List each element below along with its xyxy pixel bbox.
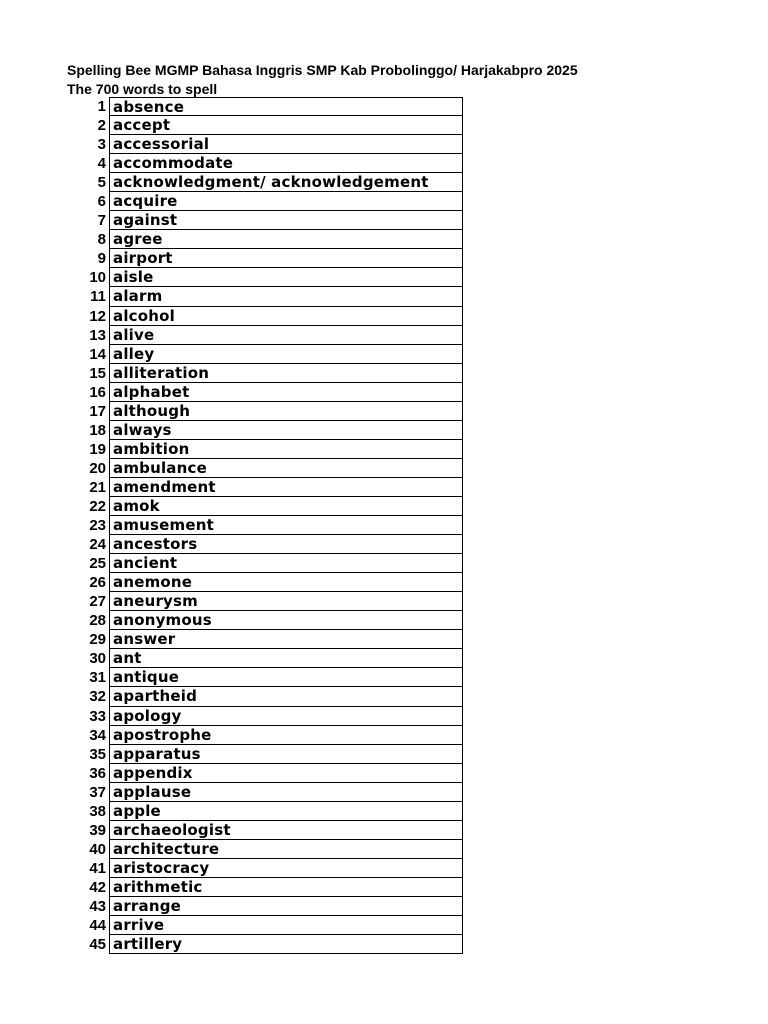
word-cell: ambulance [109, 459, 463, 478]
document-subtitle: The 700 words to spell [67, 81, 218, 97]
word-number: 25 [89, 555, 106, 573]
word-cell: ant [109, 649, 463, 668]
word-row [60, 268, 463, 287]
word-cell: against [109, 211, 463, 230]
word-cell: apparatus [109, 745, 463, 764]
word-cell: always [109, 421, 463, 440]
word-number: 20 [89, 459, 106, 477]
word-cell: applause [109, 783, 463, 802]
word-number: 43 [89, 897, 106, 915]
word-cell: ambition [109, 440, 463, 459]
word-row [60, 630, 463, 649]
word-cell: although [109, 402, 463, 421]
word-cell: accommodate [109, 154, 463, 173]
word-row [60, 745, 463, 764]
word-number: 21 [89, 478, 106, 496]
word-cell: arrange [109, 897, 463, 916]
word-number: 36 [89, 764, 106, 782]
word-number: 26 [89, 574, 106, 592]
word-row [60, 345, 463, 364]
word-row [60, 897, 463, 916]
word-row [60, 97, 463, 116]
word-row [60, 421, 463, 440]
word-row [60, 878, 463, 897]
word-number: 9 [97, 250, 106, 268]
word-row [60, 173, 463, 192]
word-row [60, 402, 463, 421]
word-row [60, 726, 463, 745]
word-row [60, 821, 463, 840]
word-number: 14 [89, 345, 106, 363]
word-cell: apology [109, 707, 463, 726]
word-row [60, 783, 463, 802]
word-cell: answer [109, 630, 463, 649]
word-cell: airport [109, 249, 463, 268]
word-cell: anemone [109, 573, 463, 592]
word-row [60, 307, 463, 326]
word-cell: apartheid [109, 687, 463, 706]
word-number: 2 [97, 117, 106, 135]
word-number: 3 [97, 136, 106, 154]
word-cell: apostrophe [109, 726, 463, 745]
word-number: 38 [89, 802, 106, 820]
word-row [60, 935, 463, 954]
word-row [60, 859, 463, 878]
word-row [60, 592, 463, 611]
word-row [60, 916, 463, 935]
word-row [60, 154, 463, 173]
word-cell: arithmetic [109, 878, 463, 897]
word-number: 1 [97, 98, 106, 115]
word-row [60, 192, 463, 211]
word-number: 8 [97, 231, 106, 249]
word-row [60, 554, 463, 573]
word-cell: aneurysm [109, 592, 463, 611]
word-cell: archaeologist [109, 821, 463, 840]
word-cell: amusement [109, 516, 463, 535]
word-number: 10 [89, 269, 106, 287]
word-row [60, 687, 463, 706]
word-number: 19 [89, 440, 106, 458]
word-row [60, 116, 463, 135]
word-number: 31 [89, 669, 106, 687]
word-number: 6 [97, 193, 106, 211]
word-cell: alliteration [109, 364, 463, 383]
word-cell: anonymous [109, 611, 463, 630]
word-cell: accept [109, 116, 463, 135]
word-number: 13 [89, 326, 106, 344]
word-cell: apple [109, 802, 463, 821]
word-number: 27 [89, 593, 106, 611]
word-row [60, 764, 463, 783]
word-number: 4 [97, 155, 106, 173]
word-number: 35 [89, 745, 106, 763]
word-row [60, 249, 463, 268]
word-row [60, 326, 463, 345]
word-number: 15 [89, 364, 106, 382]
word-number: 39 [89, 821, 106, 839]
word-row [60, 230, 463, 249]
word-row [60, 211, 463, 230]
word-cell: architecture [109, 840, 463, 859]
word-row [60, 573, 463, 592]
word-number: 22 [89, 497, 106, 515]
word-cell: accessorial [109, 135, 463, 154]
word-row [60, 668, 463, 687]
word-number: 34 [89, 726, 106, 744]
word-row [60, 802, 463, 821]
word-cell: alcohol [109, 307, 463, 326]
word-number: 23 [89, 517, 106, 535]
word-cell: alphabet [109, 383, 463, 402]
word-row [60, 516, 463, 535]
word-number: 12 [89, 307, 106, 325]
word-row [60, 611, 463, 630]
word-cell: ancestors [109, 535, 463, 554]
word-cell: acquire [109, 192, 463, 211]
word-row [60, 287, 463, 306]
word-cell: artillery [109, 935, 463, 954]
word-cell: amendment [109, 478, 463, 497]
word-row [60, 383, 463, 402]
word-number: 28 [89, 612, 106, 630]
word-number: 29 [89, 631, 106, 649]
word-number: 33 [89, 707, 106, 725]
word-number: 32 [89, 688, 106, 706]
word-row [60, 649, 463, 668]
word-number: 11 [90, 288, 106, 306]
word-row [60, 535, 463, 554]
word-number: 42 [89, 878, 106, 896]
word-number: 5 [97, 174, 106, 192]
word-cell: alarm [109, 287, 463, 306]
word-row [60, 440, 463, 459]
word-number: 45 [89, 936, 106, 954]
word-cell: antique [109, 668, 463, 687]
word-cell: agree [109, 230, 463, 249]
word-number: 24 [89, 536, 106, 554]
word-list [60, 97, 463, 954]
word-cell: alley [109, 345, 463, 364]
word-row [60, 497, 463, 516]
word-cell: alive [109, 326, 463, 345]
word-cell: arrive [109, 916, 463, 935]
word-number: 30 [89, 650, 106, 668]
word-row [60, 459, 463, 478]
word-number: 44 [89, 917, 106, 935]
word-row [60, 707, 463, 726]
word-cell: absence [109, 97, 463, 116]
word-number: 41 [89, 859, 106, 877]
word-number: 17 [89, 402, 106, 420]
word-row [60, 135, 463, 154]
word-number: 7 [97, 212, 106, 230]
word-cell: amok [109, 497, 463, 516]
word-row [60, 364, 463, 383]
word-number: 40 [89, 840, 106, 858]
word-cell: aristocracy [109, 859, 463, 878]
word-number: 37 [89, 783, 106, 801]
word-cell: appendix [109, 764, 463, 783]
word-cell: acknowledgment/ acknowledgement [109, 173, 463, 192]
word-row [60, 840, 463, 859]
word-cell: aisle [109, 268, 463, 287]
word-cell: ancient [109, 554, 463, 573]
word-number: 16 [89, 383, 106, 401]
document-title: Spelling Bee MGMP Bahasa Inggris SMP Kab Probolinggo/ Harjakabpro 2025 [67, 62, 578, 78]
word-row [60, 478, 463, 497]
word-number: 18 [89, 421, 106, 439]
